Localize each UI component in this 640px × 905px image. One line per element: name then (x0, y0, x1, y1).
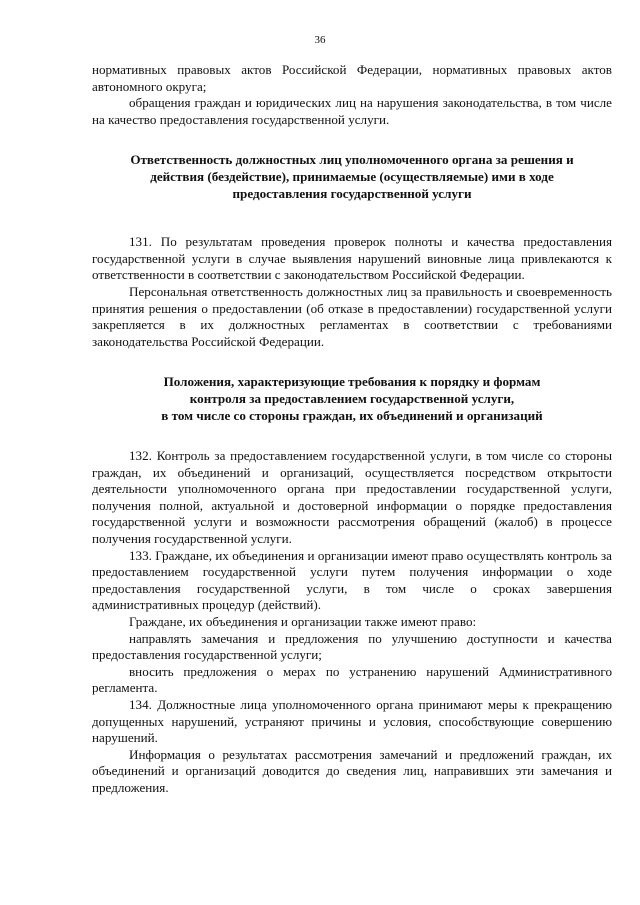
paragraph-131: 131. По результатам проведения проверок полноты и качества предоставления государственной услуги в случае выявления нарушений виновные лица привлекаются к ответственности в соответствии с законодательством Российской Федерации. (92, 234, 612, 283)
heading-line: действия (бездействие), принимаемые (осуществляемые) ими в ходе (150, 168, 554, 184)
heading-line: контроля за предоставлением государственной услуги, (189, 390, 515, 406)
document-body (92, 62, 612, 797)
paragraph: Граждане, их объединения и организации также имеют право: (129, 614, 477, 630)
section-heading-control (92, 374, 612, 424)
paragraph-132: 132. Контроль за предоставлением государственной услуги, в том числе со стороны граждан, их объединений и организаций, осуществляется посредством открытости деятельности уполномоченного органа при предоставлении государственной услуги, получения полной, актуальной и достоверной информации о порядке предоставления государственной услуги и возможности рассмотрения обращений (жалоб) в процессе получения государственной услуги. (92, 448, 612, 547)
heading-line: предоставления государственной услуги (232, 185, 472, 201)
paragraph: направлять замечания и предложения по улучшению доступности и качества предоставления государственной услуги; (92, 630, 612, 663)
paragraph: Информация о результатах рассмотрения замечаний и предложений граждан, их объединений и организаций доводится до сведения лиц, направивших эти замечания и предложения. (92, 746, 612, 795)
paragraph-133: 133. Граждане, их объединения и организации имеют право осуществлять контроль за предоставлением государственной услуги путем получения информации о ходе предоставления государственной услуги, в том числе о сроках завершения административных процедур (действий). (92, 547, 612, 613)
heading-line: в том числе со стороны граждан, их объединений и организаций (161, 407, 543, 423)
paragraph: нормативных правовых актов Российской Федерации, нормативных правовых актов автономного округа; (92, 62, 612, 94)
heading-line: Положения, характеризующие требования к порядку и формам (163, 374, 541, 390)
heading-line: Ответственность должностных лиц уполномоченного органа за решения и (130, 152, 574, 168)
paragraph: вносить предложения о мерах по устранению нарушений Административного регламента. (92, 663, 612, 696)
paragraph-134: 134. Должностные лица уполномоченного органа принимают меры к прекращению допущенных нарушений, устраняют причины и условия, способствующие совершению нарушений. (92, 697, 612, 746)
paragraph: Персональная ответственность должностных лиц за правильность и своевременность принятия решения о предоставлении (об отказе в предоставлении) государственной услуги закрепляется в их должностных регламентах в соответствии с требованиями законодательства Российской Федерации. (92, 283, 612, 349)
section-heading-responsibility (92, 152, 612, 202)
page-number: 36 (314, 34, 326, 46)
paragraph: обращения граждан и юридических лиц на нарушения законодательства, в том числе на качество предоставления государственной услуги. (92, 95, 612, 127)
